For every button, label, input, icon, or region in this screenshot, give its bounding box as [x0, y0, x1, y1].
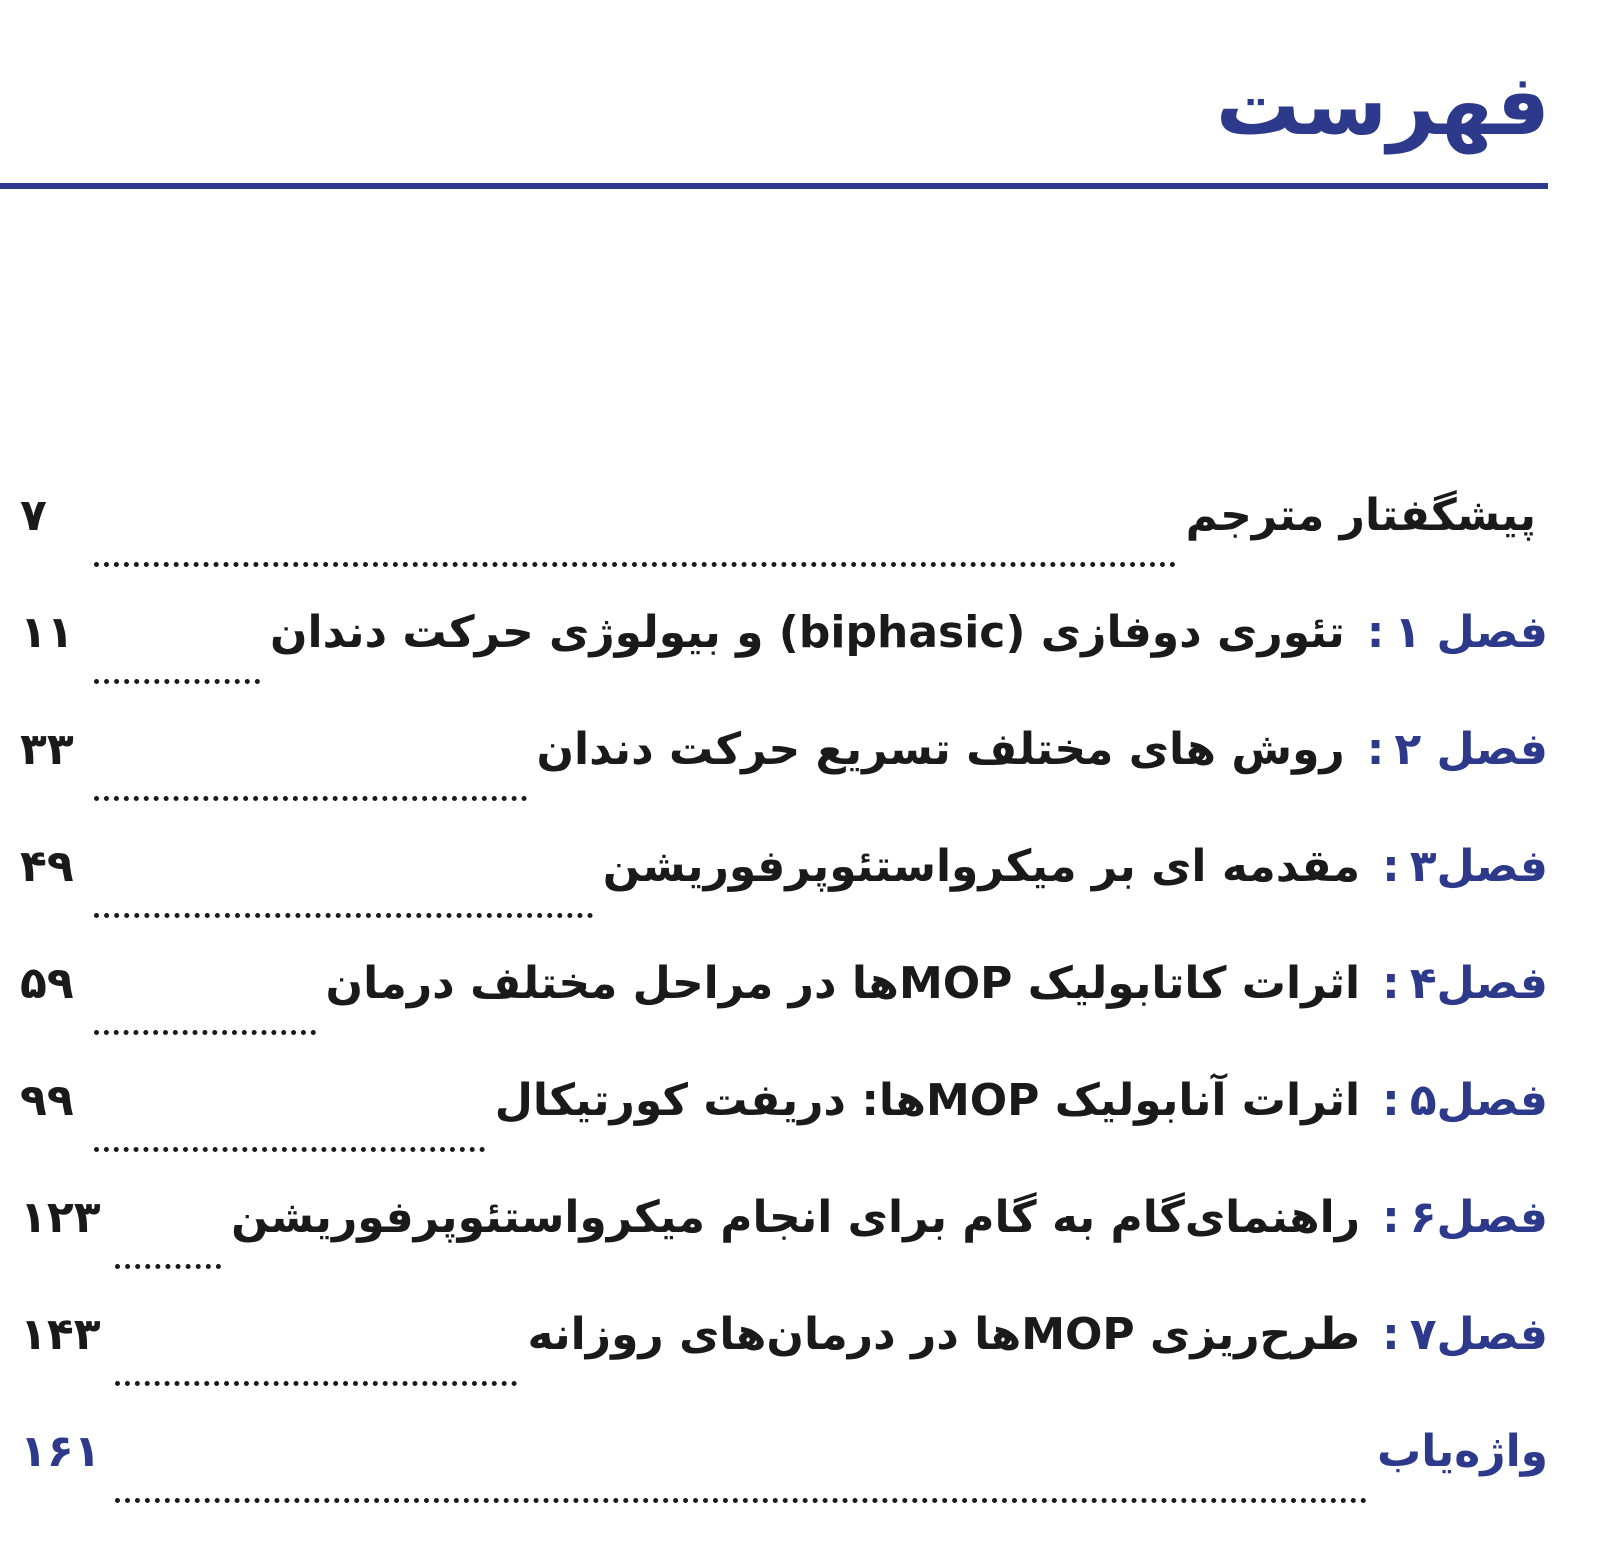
- dot-leader: [115, 1381, 518, 1386]
- dot-leader: [115, 1498, 1367, 1503]
- toc-entry-title: مقدمه ای بر میکرواستئوپرفوریشن: [602, 841, 1361, 892]
- toc-entry-chapter-7[interactable]: [20, 1309, 1548, 1426]
- toc-entry-preface[interactable]: [20, 490, 1548, 607]
- toc-separator: :: [1366, 607, 1385, 658]
- toc-index-label: واژه‌یاب: [1377, 1426, 1548, 1477]
- toc-page-number: ۱۴۳: [20, 1309, 101, 1360]
- dot-leader: [94, 796, 527, 801]
- toc-separator: :: [1382, 1075, 1400, 1126]
- toc-separator: :: [1382, 841, 1400, 892]
- toc-page-number: ۴۹: [20, 841, 74, 892]
- toc-entry-title: اثرات کاتابولیک MOPها در مراحل مختلف درمان: [325, 958, 1361, 1009]
- toc-page-number: ۷: [20, 490, 47, 541]
- table-of-contents: [20, 490, 1548, 1543]
- toc-entry-chapter-2[interactable]: [20, 724, 1548, 841]
- toc-chapter-label: فصل۵: [1409, 1075, 1548, 1126]
- toc-entry-title: اثرات آنابولیک MOPها: دریفت کورتیکال: [494, 1075, 1361, 1126]
- page-title: فهرست: [1215, 56, 1550, 154]
- toc-separator: :: [1366, 724, 1385, 775]
- toc-separator: :: [1382, 958, 1400, 1009]
- toc-entry-chapter-6[interactable]: [20, 1192, 1548, 1309]
- toc-separator: :: [1382, 1309, 1400, 1360]
- toc-entry-chapter-1[interactable]: [20, 607, 1548, 724]
- toc-chapter-label: فصل۴: [1409, 958, 1548, 1009]
- toc-chapter-label: فصل۶: [1409, 1192, 1548, 1243]
- dot-leader: [94, 562, 1176, 567]
- dot-leader: [115, 1264, 221, 1269]
- toc-chapter-label: فصل ۱: [1394, 607, 1548, 658]
- toc-entry-chapter-3[interactable]: [20, 841, 1548, 958]
- toc-chapter-label: فصل۷: [1409, 1309, 1548, 1360]
- title-divider: [0, 183, 1548, 189]
- toc-page-number: ۵۹: [20, 958, 74, 1009]
- toc-page-number: ۱۱: [20, 607, 74, 658]
- toc-entry-title: طرح‌ریزی MOPها در درمان‌های روزانه: [527, 1309, 1361, 1360]
- toc-entry-title: پیشگفتار مترجم: [1185, 490, 1536, 541]
- toc-page-number: ۱۲۳: [20, 1192, 101, 1243]
- toc-entry-chapter-5[interactable]: [20, 1075, 1548, 1192]
- toc-page-number: ۹۹: [20, 1075, 74, 1126]
- dot-leader: [94, 913, 593, 918]
- toc-chapter-label: فصل۳: [1409, 841, 1548, 892]
- toc-entry-index[interactable]: [20, 1426, 1548, 1543]
- toc-entry-chapter-4[interactable]: [20, 958, 1548, 1075]
- toc-entry-title: تئوری دوفازی (biphasic) و بیولوژی حرکت دندان: [269, 607, 1345, 658]
- toc-separator: :: [1382, 1192, 1400, 1243]
- toc-page-number: ۱۶۱: [20, 1426, 101, 1477]
- toc-chapter-label: فصل ۲: [1394, 724, 1548, 775]
- toc-entry-title: روش های مختلف تسریع حرکت دندان: [536, 724, 1345, 775]
- dot-leader: [94, 1030, 316, 1035]
- toc-entry-title: راهنمای‌گام به گام برای انجام میکرواستئوپرفوریشن: [231, 1192, 1361, 1243]
- toc-page-number: ۳۳: [20, 724, 74, 775]
- dot-leader: [94, 679, 260, 684]
- dot-leader: [94, 1147, 485, 1152]
